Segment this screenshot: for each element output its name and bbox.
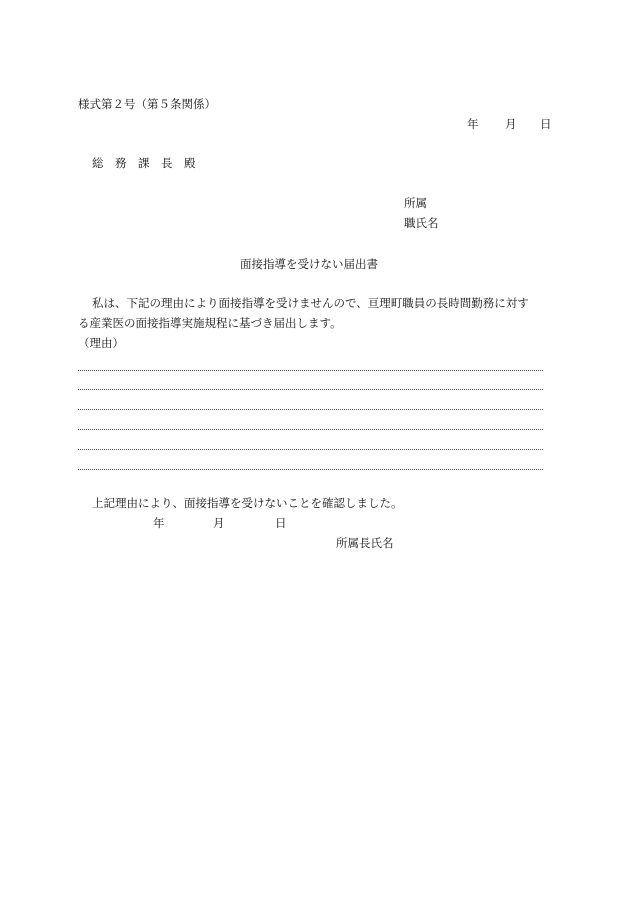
reason-line <box>78 469 543 470</box>
document-title: 面接指導を受けない届出書 <box>240 257 378 271</box>
reason-line <box>78 370 543 371</box>
date-day-label: 日 <box>275 516 287 530</box>
date-year-label: 年 <box>153 516 165 530</box>
addressee: 総 務 課 長 殿 <box>92 156 196 170</box>
date-day-label: 日 <box>540 117 552 131</box>
body-text-line-1: 私は、下記の理由により面接指導を受けませんので、亘理町職員の長時間勤務に対す <box>92 296 529 310</box>
reason-line <box>78 449 543 450</box>
affiliation-label: 所属 <box>404 196 427 210</box>
body-text-line-2: る産業医の面接指導実施規程に基づき届出します。 <box>78 316 342 330</box>
reason-label: （理由） <box>78 336 124 350</box>
manager-name-label: 所属長氏名 <box>336 536 394 550</box>
reason-line <box>78 409 543 410</box>
form-number-label: 様式第２号（第５条関係） <box>78 97 216 111</box>
reason-line <box>78 429 543 430</box>
date-month-label: 月 <box>505 117 517 131</box>
date-month-label: 月 <box>213 516 225 530</box>
confirmation-text: 上記理由により、面接指導を受けないことを確認しました。 <box>92 496 403 510</box>
reason-line <box>78 389 543 390</box>
position-name-label: 職氏名 <box>404 216 439 230</box>
date-year-label: 年 <box>467 117 479 131</box>
